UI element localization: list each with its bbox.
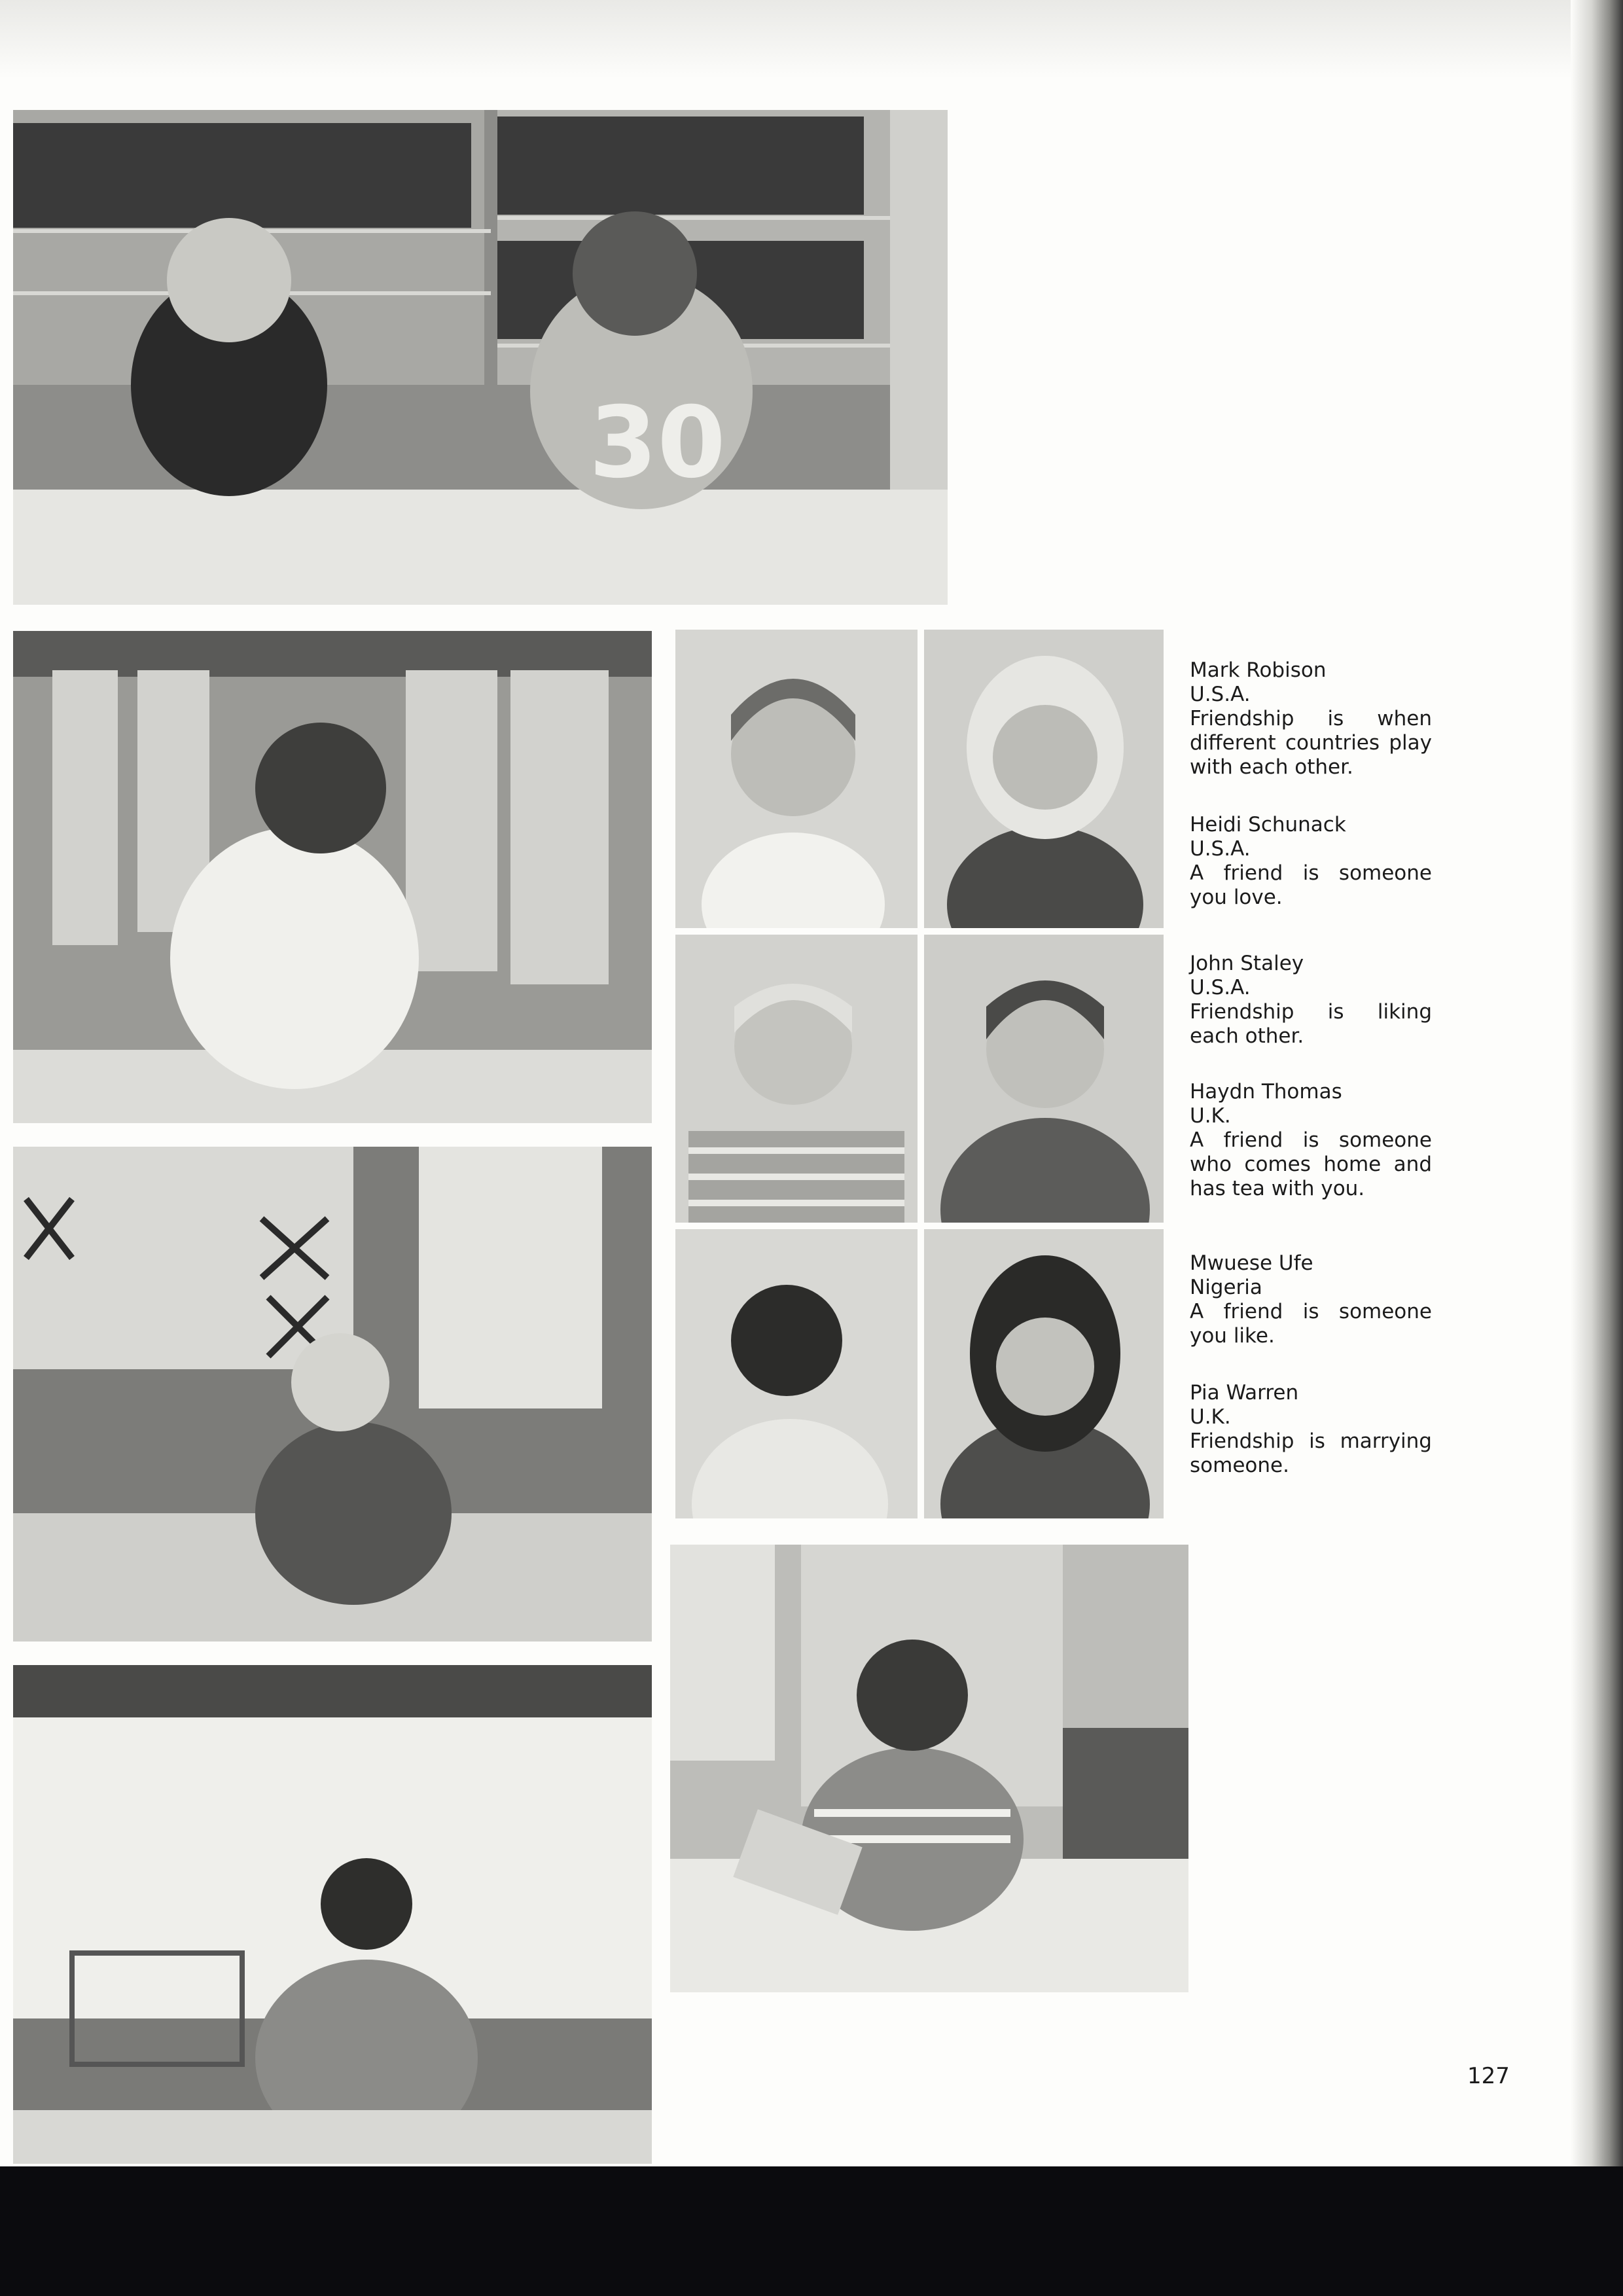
caption-country: U.S.A. xyxy=(1190,976,1251,999)
portrait-pia-warren xyxy=(924,1229,1164,1518)
caption-haydn-thomas xyxy=(1190,1080,1432,1201)
caption-quote: Friendship is liking each other. xyxy=(1190,1000,1432,1048)
caption-quote: A friend is someone you love. xyxy=(1190,861,1432,909)
book-spine xyxy=(1571,0,1623,2296)
photo-child-coat-hooks xyxy=(13,631,652,1123)
caption-name: Pia Warren xyxy=(1190,1381,1299,1405)
portrait-haydn-thomas xyxy=(924,935,1164,1223)
caption-name: Haydn Thomas xyxy=(1190,1080,1342,1103)
caption-name: Mwuese Ufe xyxy=(1190,1251,1313,1275)
caption-country: U.S.A. xyxy=(1190,683,1251,706)
caption-quote: Friendship is marrying someone. xyxy=(1190,1429,1432,1477)
portrait-john-staley xyxy=(675,935,918,1223)
caption-name: Heidi Schunack xyxy=(1190,813,1346,836)
caption-name: John Staley xyxy=(1190,952,1304,975)
caption-quote: Friendship is when different countries play with each other. xyxy=(1190,707,1432,779)
caption-mwuese-ufe xyxy=(1190,1251,1432,1348)
caption-pia-warren xyxy=(1190,1381,1432,1478)
portrait-mark-robison xyxy=(675,630,918,928)
scan-bottom-border xyxy=(0,2166,1623,2296)
caption-country: U.S.A. xyxy=(1190,837,1251,861)
page-top-shadow xyxy=(0,0,1623,79)
caption-country: U.K. xyxy=(1190,1405,1231,1429)
caption-quote: A friend is someone who comes home and has tea with you. xyxy=(1190,1128,1432,1200)
photo-children-bookshelf xyxy=(13,110,948,605)
caption-name: Mark Robison xyxy=(1190,658,1327,682)
caption-country: Nigeria xyxy=(1190,1276,1262,1299)
page-number: 127 xyxy=(1467,2063,1510,2089)
photo-child-drawings-wall xyxy=(13,1147,652,1641)
portrait-mwuese-ufe xyxy=(675,1229,918,1518)
caption-heidi-schunack xyxy=(1190,813,1432,910)
photo-child-holding-paper xyxy=(13,1665,652,2164)
caption-mark-robison xyxy=(1190,658,1432,780)
svg-text:30: 30 xyxy=(589,386,726,500)
caption-country: U.K. xyxy=(1190,1104,1231,1128)
caption-quote: A friend is someone you like. xyxy=(1190,1300,1432,1348)
photo-child-with-box xyxy=(670,1545,1188,1992)
portrait-heidi-schunack xyxy=(924,630,1164,928)
caption-john-staley xyxy=(1190,952,1432,1049)
